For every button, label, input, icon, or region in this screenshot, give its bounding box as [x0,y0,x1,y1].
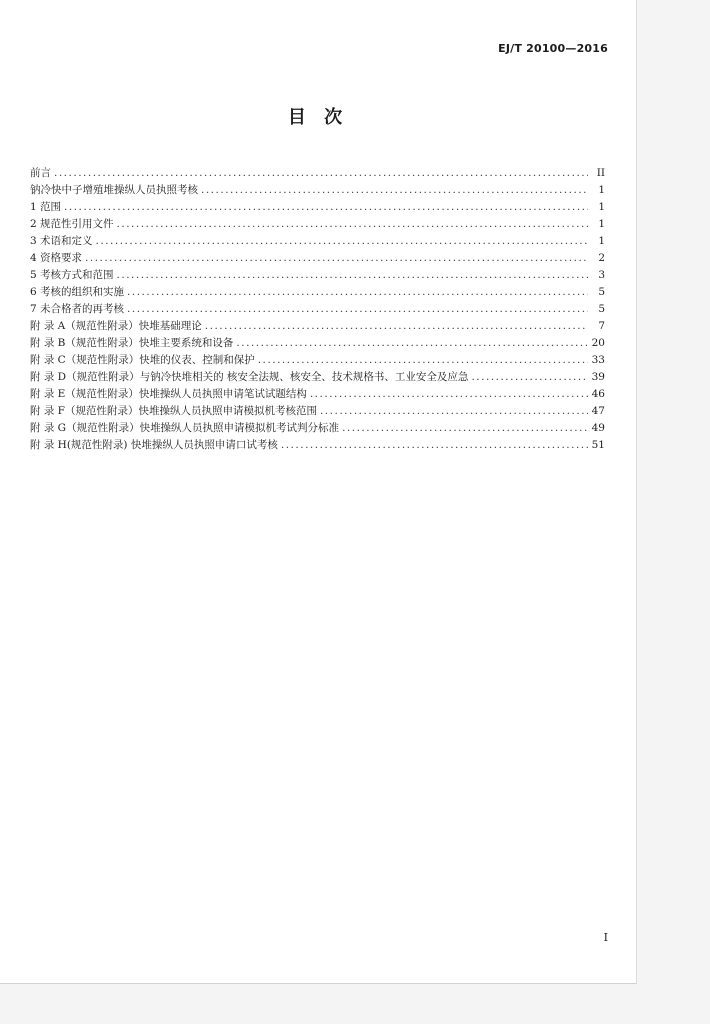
toc-entry-page: 7 [598,320,605,332]
toc-entry[interactable] [30,250,605,267]
toc-entry[interactable] [30,216,605,233]
toc-entry[interactable] [30,182,605,199]
toc-entry-page: 39 [591,371,605,383]
toc-entry-page: 51 [591,439,605,451]
toc-entry[interactable] [30,335,605,352]
toc-entry-page: 1 [598,218,605,230]
toc-dot-leader [236,335,588,352]
toc-entry[interactable] [30,352,605,369]
toc-entry-label: 前言 [30,167,51,179]
toc-entry[interactable] [30,437,605,454]
toc-entry-label: 附 录 G（规范性附录）快堆操纵人员执照申请模拟机考试判分标准 [30,422,340,434]
toc-entry-label: 附 录 D（规范性附录）与钠冷快堆相关的 核安全法规、核安全、技术规格书、工业安全及应急 [30,371,469,383]
toc-dot-leader [310,386,588,403]
page-number: I [603,931,608,944]
toc-entry-label: 附 录 H(规范性附录) 快堆操纵人员执照申请口试考核 [30,439,278,451]
toc-entry-label: 1 范围 [30,201,62,213]
toc-entry[interactable] [30,403,605,420]
toc-entry-label: 附 录 C（规范性附录）快堆的仪表、控制和保护 [30,354,255,366]
toc-dot-leader [127,301,588,318]
toc-entry-label: 3 术语和定义 [30,235,93,247]
toc-dot-leader [281,437,588,454]
toc-dot-leader [201,182,588,199]
toc-entry-page: 1 [598,201,605,213]
toc-dot-leader [471,369,588,386]
toc-entry-label: 6 考核的组织和实施 [30,286,125,298]
toc-entry[interactable] [30,199,605,216]
toc-entry[interactable] [30,284,605,301]
toc-dot-leader [85,250,588,267]
toc-dot-leader [117,216,588,233]
toc-entry[interactable] [30,420,605,437]
toc-entry[interactable] [30,301,605,318]
toc-entry-label: 附 录 E（规范性附录）快堆操纵人员执照申请笔试试题结构 [30,388,307,400]
toc-entry-label: 附 录 F（规范性附录）快堆操纵人员执照申请模拟机考核范围 [30,405,317,417]
toc-list [30,165,605,454]
toc-entry[interactable] [30,267,605,284]
toc-dot-leader [96,233,588,250]
toc-title: 目 次 [287,107,349,128]
toc-dot-leader [205,318,588,335]
toc-entry-label: 钠冷快中子增殖堆操纵人员执照考核 [30,184,198,196]
toc-entry-page: 49 [591,422,605,434]
toc-entry-page: 2 [598,252,605,264]
toc-entry-page: 33 [591,354,605,366]
toc-entry-page: II [596,167,605,179]
toc-dot-leader [54,165,588,182]
toc-entry-page: 20 [591,337,605,349]
toc-entry[interactable] [30,318,605,335]
standard-code: EJ/T 20100—2016 [498,42,608,55]
toc-entry-label: 2 规范性引用文件 [30,218,114,230]
toc-entry-page: 46 [591,388,605,400]
toc-entry-label: 5 考核方式和范围 [30,269,114,281]
toc-dot-leader [258,352,588,369]
toc-entry-page: 1 [598,184,605,196]
toc-dot-leader [117,267,588,284]
toc-entry-page: 5 [598,303,605,315]
toc-dot-leader [342,420,588,437]
toc-entry[interactable] [30,233,605,250]
toc-entry-label: 7 未合格者的再考核 [30,303,125,315]
toc-entry-page: 47 [591,405,605,417]
toc-dot-leader [64,199,588,216]
toc-entry[interactable] [30,386,605,403]
toc-entry-page: 1 [598,235,605,247]
toc-entry-page: 3 [598,269,605,281]
toc-entry-label: 附 录 B（规范性附录）快堆主要系统和设备 [30,337,234,349]
toc-entry-label: 4 资格要求 [30,252,83,264]
toc-entry[interactable] [30,369,605,386]
toc-dot-leader [320,403,588,420]
toc-entry-page: 5 [598,286,605,298]
toc-entry[interactable] [30,165,605,182]
toc-dot-leader [127,284,588,301]
toc-entry-label: 附 录 A（规范性附录）快堆基础理论 [30,320,202,332]
